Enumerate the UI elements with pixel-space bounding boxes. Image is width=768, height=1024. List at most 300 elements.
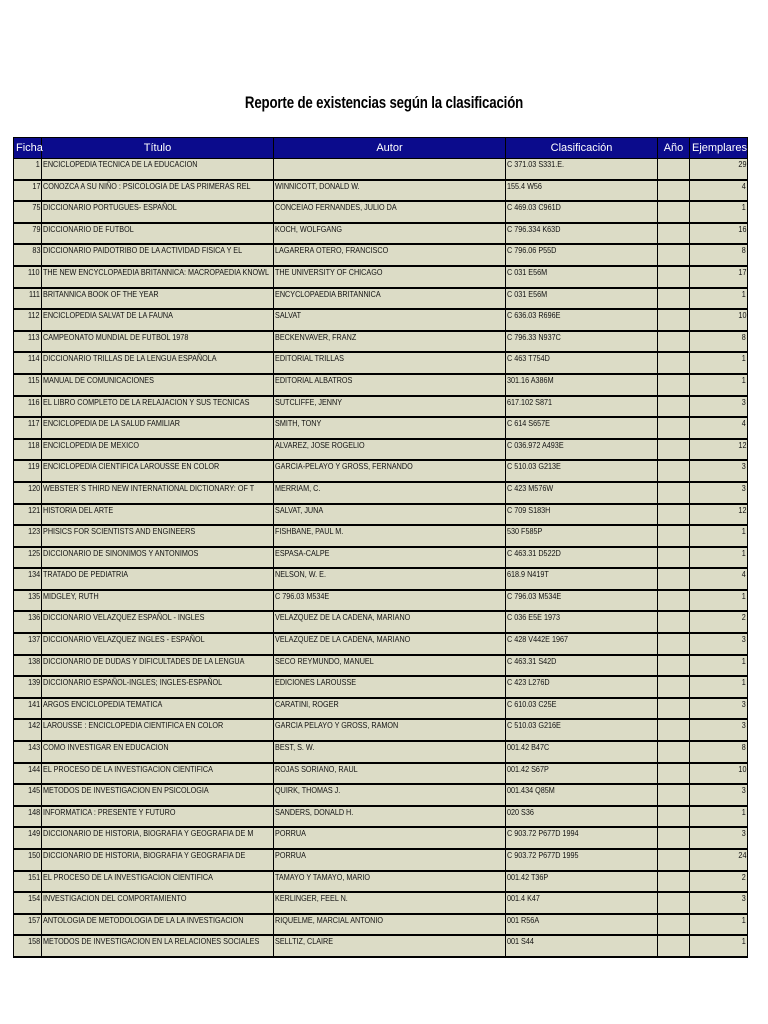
cell-clasificacion-text: C 796.33 N937C xyxy=(507,331,561,342)
cell-titulo-text: EL PROCESO DE LA INVESTIGACION CIENTIFICA xyxy=(43,871,213,882)
cell-ficha xyxy=(14,309,42,331)
inventory-table xyxy=(13,137,748,958)
cell-anio xyxy=(658,633,690,655)
cell-clasificacion xyxy=(506,288,658,310)
cell-ficha-text: 135 xyxy=(27,590,40,601)
cell-ficha xyxy=(14,159,42,180)
cell-autor xyxy=(274,784,506,806)
cell-ejemplares xyxy=(690,180,748,202)
cell-autor xyxy=(274,244,506,266)
cell-ejemplares-text: 1 xyxy=(741,526,746,537)
cell-anio xyxy=(658,590,690,612)
cell-ficha-text: 115 xyxy=(28,374,40,385)
cell-ficha xyxy=(14,849,42,871)
cell-autor-text: SMITH, TONY xyxy=(275,418,322,429)
cell-ejemplares-text: 4 xyxy=(741,569,746,580)
cell-ficha-text: 154 xyxy=(27,893,40,904)
cell-clasificacion-text: 617.102 S871 xyxy=(507,396,553,407)
cell-titulo xyxy=(42,763,274,785)
cell-autor-text: VELAZQUEZ DE LA CADENA, MARIANO xyxy=(275,612,411,623)
cell-titulo-text: ARGOS ENCICLOPEDIA TEMATICA xyxy=(43,698,163,709)
table-row xyxy=(14,482,748,504)
cell-titulo-text: EL PROCESO DE LA INVESTIGACION CIENTIFICA xyxy=(43,763,213,774)
cell-ejemplares-text: 12 xyxy=(737,504,746,515)
cell-ficha xyxy=(14,223,42,245)
cell-anio xyxy=(658,935,690,957)
cell-ejemplares-text: 24 xyxy=(737,850,746,860)
cell-anio xyxy=(658,504,690,526)
cell-clasificacion xyxy=(506,784,658,806)
cell-ejemplares xyxy=(690,676,748,698)
cell-titulo-text: COMO INVESTIGAR EN EDUCACION xyxy=(43,742,169,753)
cell-clasificacion-text: 618.9 N419T xyxy=(507,569,549,580)
cell-titulo xyxy=(42,159,274,180)
cell-ejemplares-text: 8 xyxy=(741,331,746,342)
cell-anio xyxy=(658,827,690,849)
cell-ejemplares xyxy=(690,741,748,763)
cell-ficha xyxy=(14,331,42,353)
cell-ficha xyxy=(14,439,42,461)
cell-titulo xyxy=(42,309,274,331)
cell-ejemplares-text: 3 xyxy=(741,461,746,472)
cell-autor xyxy=(274,309,506,331)
cell-titulo-text: TRATADO DE PEDIATRIA xyxy=(43,569,129,580)
cell-clasificacion xyxy=(506,244,658,266)
cell-autor xyxy=(274,460,506,482)
cell-titulo xyxy=(42,352,274,374)
cell-ficha xyxy=(14,352,42,374)
cell-ejemplares xyxy=(690,159,748,180)
table-row xyxy=(14,849,748,871)
cell-titulo-text: DICCIONARIO DE HISTORIA, BIOGRAFIA Y GEOGRAFIA DE xyxy=(43,850,246,860)
cell-anio xyxy=(658,676,690,698)
cell-ficha-text: 125 xyxy=(27,547,40,558)
cell-ficha xyxy=(14,676,42,698)
cell-autor xyxy=(274,417,506,439)
cell-autor-text: MERRIAM, C. xyxy=(275,482,321,493)
cell-clasificacion xyxy=(506,525,658,547)
cell-ficha-text: 117 xyxy=(28,418,40,429)
cell-ficha xyxy=(14,741,42,763)
cell-anio xyxy=(658,525,690,547)
cell-ejemplares-text: 1 xyxy=(741,353,746,364)
cell-clasificacion-text: C 031 E56M xyxy=(507,266,548,277)
table-row xyxy=(14,504,748,526)
cell-titulo xyxy=(42,525,274,547)
cell-clasificacion xyxy=(506,568,658,590)
cell-titulo xyxy=(42,201,274,223)
cell-autor-text: CARATINI, ROGER xyxy=(275,698,339,709)
cell-ejemplares-text: 1 xyxy=(741,288,746,299)
table-row xyxy=(14,914,748,936)
cell-autor xyxy=(274,439,506,461)
cell-clasificacion xyxy=(506,482,658,504)
cell-titulo-text: CONOZCA A SU NIÑO : PSICOLOGIA DE LAS PRIMERAS REL xyxy=(43,180,251,191)
cell-autor-text: ENCYCLOPAEDIA BRITANNICA xyxy=(275,288,381,299)
cell-anio xyxy=(658,223,690,245)
cell-titulo xyxy=(42,439,274,461)
cell-titulo-text: DICCIONARIO PAIDOTRIBO DE LA ACTIVIDAD FISICA Y EL xyxy=(43,245,243,256)
cell-ficha-text: 149 xyxy=(27,828,40,839)
table-row xyxy=(14,806,748,828)
cell-ficha-text: 119 xyxy=(28,461,40,472)
cell-titulo-text: DICCIONARIO DE HISTORIA, BIOGRAFIA Y GEOGRAFIA DE M xyxy=(43,828,254,839)
cell-titulo xyxy=(42,590,274,612)
cell-titulo-text: LAROUSSE : ENCICLOPEDIA CIENTIFICA EN COLOR xyxy=(43,720,224,731)
cell-ficha-text: 17 xyxy=(31,180,40,191)
cell-clasificacion-text: C 614 S657E xyxy=(507,418,550,429)
cell-ficha-text: 144 xyxy=(27,763,40,774)
cell-anio xyxy=(658,159,690,180)
cell-clasificacion-text: C 036 E5E 1973 xyxy=(507,612,561,623)
cell-ejemplares-text: 29 xyxy=(737,159,746,169)
cell-clasificacion-text: 001.42 B47C xyxy=(507,742,550,753)
cell-titulo-text: ENCICLOPEDIA DE LA SALUD FAMILIAR xyxy=(43,418,180,429)
cell-ejemplares xyxy=(690,935,748,957)
cell-ejemplares-text: 4 xyxy=(741,180,746,191)
cell-ficha-text: 138 xyxy=(27,655,40,666)
cell-autor xyxy=(274,504,506,526)
table-row xyxy=(14,590,748,612)
cell-ejemplares xyxy=(690,633,748,655)
cell-clasificacion xyxy=(506,849,658,871)
cell-autor-text: EDITORIAL ALBATROS xyxy=(275,374,353,385)
table-row xyxy=(14,719,748,741)
cell-autor-text: QUIRK, THOMAS J. xyxy=(275,785,341,796)
cell-clasificacion xyxy=(506,309,658,331)
table-row xyxy=(14,935,748,957)
table-body xyxy=(14,159,748,957)
cell-titulo xyxy=(42,266,274,288)
cell-anio xyxy=(658,288,690,310)
cell-anio xyxy=(658,180,690,202)
cell-autor xyxy=(274,655,506,677)
cell-autor-text: SANDERS, DONALD H. xyxy=(275,806,354,817)
cell-ejemplares-text: 1 xyxy=(741,677,746,688)
cell-autor xyxy=(274,266,506,288)
cell-ejemplares-text: 3 xyxy=(741,698,746,709)
cell-ejemplares xyxy=(690,871,748,893)
cell-ejemplares xyxy=(690,568,748,590)
cell-ficha-text: 123 xyxy=(27,526,40,537)
cell-ejemplares-text: 10 xyxy=(737,310,746,321)
cell-ejemplares xyxy=(690,396,748,418)
cell-ficha xyxy=(14,914,42,936)
cell-ficha xyxy=(14,374,42,396)
table-row xyxy=(14,655,748,677)
cell-ejemplares-text: 1 xyxy=(741,914,746,925)
cell-ejemplares-text: 16 xyxy=(737,223,746,234)
cell-ejemplares xyxy=(690,439,748,461)
cell-titulo xyxy=(42,849,274,871)
table-header-row xyxy=(14,138,748,159)
cell-clasificacion-text: C 423 M576W xyxy=(507,482,554,493)
cell-ficha-text: 158 xyxy=(27,936,40,947)
cell-clasificacion-text: 001.434 Q85M xyxy=(507,785,555,796)
cell-clasificacion xyxy=(506,374,658,396)
cell-clasificacion-text: C 796.334 K63D xyxy=(507,223,561,234)
cell-ejemplares-text: 17 xyxy=(737,266,746,277)
cell-ficha-text: 120 xyxy=(27,482,40,493)
cell-ficha-text: 116 xyxy=(28,396,40,407)
cell-titulo xyxy=(42,374,274,396)
cell-clasificacion xyxy=(506,504,658,526)
cell-ficha xyxy=(14,698,42,720)
cell-clasificacion xyxy=(506,676,658,698)
cell-ejemplares-text: 1 xyxy=(741,202,746,213)
cell-clasificacion xyxy=(506,223,658,245)
cell-clasificacion-text: C 463 T754D xyxy=(507,353,550,364)
cell-ficha xyxy=(14,892,42,914)
cell-autor xyxy=(274,698,506,720)
cell-autor-text: SUTCLIFFE, JENNY xyxy=(275,396,343,407)
cell-clasificacion xyxy=(506,201,658,223)
cell-clasificacion xyxy=(506,719,658,741)
cell-autor-text: ALVAREZ, JOSE ROGELIO xyxy=(275,439,365,450)
cell-anio xyxy=(658,568,690,590)
cell-autor-text: PORRUA xyxy=(275,828,306,839)
cell-autor xyxy=(274,223,506,245)
table-row xyxy=(14,633,748,655)
cell-ejemplares xyxy=(690,525,748,547)
cell-ficha-text: 110 xyxy=(28,266,40,277)
cell-ficha-text: 157 xyxy=(27,914,40,925)
column-header-autor: Autor xyxy=(274,138,506,159)
table-row xyxy=(14,223,748,245)
table-row xyxy=(14,763,748,785)
cell-ficha-text: 139 xyxy=(27,677,40,688)
cell-ejemplares-text: 3 xyxy=(741,720,746,731)
cell-clasificacion-text: 001.4 K47 xyxy=(507,893,540,904)
cell-ficha xyxy=(14,827,42,849)
cell-ficha xyxy=(14,590,42,612)
cell-anio xyxy=(658,914,690,936)
cell-autor xyxy=(274,396,506,418)
cell-ficha-text: 111 xyxy=(29,288,40,299)
cell-ejemplares-text: 3 xyxy=(741,893,746,904)
table-row xyxy=(14,417,748,439)
cell-ficha xyxy=(14,935,42,957)
cell-autor xyxy=(274,482,506,504)
cell-titulo-text: ENCICLOPEDIA TECNICA DE LA EDUCACION xyxy=(43,159,198,169)
cell-anio xyxy=(658,763,690,785)
cell-anio xyxy=(658,266,690,288)
cell-autor xyxy=(274,719,506,741)
cell-ejemplares xyxy=(690,655,748,677)
cell-ejemplares xyxy=(690,806,748,828)
cell-anio xyxy=(658,611,690,633)
column-header-titulo: Título xyxy=(42,138,274,159)
cell-titulo xyxy=(42,244,274,266)
cell-anio xyxy=(658,698,690,720)
cell-titulo-text: DICCIONARIO TRILLAS DE LA LENGUA ESPAÑOLA xyxy=(43,353,217,364)
cell-titulo-text: WEBSTER´S THIRD NEW INTERNATIONAL DICTIONARY: OF T xyxy=(43,482,255,493)
cell-ejemplares xyxy=(690,352,748,374)
cell-ejemplares xyxy=(690,849,748,871)
cell-ficha-text: 145 xyxy=(27,785,40,796)
report-title: Reporte de existencias según la clasificación xyxy=(244,93,524,112)
cell-ejemplares xyxy=(690,547,748,569)
cell-autor-text: ESPASA-CALPE xyxy=(275,547,330,558)
cell-ficha xyxy=(14,611,42,633)
table-row xyxy=(14,352,748,374)
cell-clasificacion xyxy=(506,396,658,418)
cell-ficha-text: 142 xyxy=(27,720,40,731)
cell-ficha-text: 137 xyxy=(27,634,40,645)
cell-ficha xyxy=(14,784,42,806)
cell-autor xyxy=(274,525,506,547)
column-header-ejemplares: Ejemplares xyxy=(690,138,748,159)
cell-ejemplares-text: 8 xyxy=(741,742,746,753)
cell-ficha-text: 121 xyxy=(27,504,40,515)
cell-ejemplares xyxy=(690,698,748,720)
cell-titulo xyxy=(42,396,274,418)
cell-ejemplares-text: 2 xyxy=(741,871,746,882)
table-row xyxy=(14,201,748,223)
table-row xyxy=(14,460,748,482)
column-header-anio: Año xyxy=(658,138,690,159)
cell-autor xyxy=(274,676,506,698)
cell-ejemplares xyxy=(690,827,748,849)
cell-ejemplares xyxy=(690,504,748,526)
cell-clasificacion-text: C 796.06 P55D xyxy=(507,245,557,256)
cell-clasificacion xyxy=(506,460,658,482)
cell-clasificacion xyxy=(506,827,658,849)
cell-titulo xyxy=(42,223,274,245)
cell-titulo xyxy=(42,331,274,353)
cell-autor xyxy=(274,180,506,202)
cell-ficha-text: 75 xyxy=(31,202,40,213)
cell-autor xyxy=(274,201,506,223)
cell-autor-text: BEST, S. W. xyxy=(275,742,315,753)
cell-autor xyxy=(274,352,506,374)
cell-clasificacion-text: 155.4 W56 xyxy=(507,180,542,191)
cell-clasificacion-text: C 636.03 R696E xyxy=(507,310,561,321)
cell-titulo xyxy=(42,719,274,741)
cell-autor-text: LAGARERA OTERO, FRANCISCO xyxy=(275,245,389,256)
cell-clasificacion-text: 301.16 A386M xyxy=(507,374,554,385)
cell-anio xyxy=(658,460,690,482)
cell-clasificacion xyxy=(506,741,658,763)
cell-titulo-text: DICCIONARIO ESPAÑOL-INGLES; INGLES-ESPAÑOL xyxy=(43,677,223,688)
table-row xyxy=(14,741,748,763)
cell-ficha-text: 141 xyxy=(27,698,40,709)
table-row xyxy=(14,374,748,396)
cell-ficha xyxy=(14,482,42,504)
cell-ejemplares xyxy=(690,460,748,482)
cell-ficha xyxy=(14,504,42,526)
cell-titulo xyxy=(42,180,274,202)
cell-titulo xyxy=(42,935,274,957)
cell-autor xyxy=(274,331,506,353)
cell-titulo xyxy=(42,460,274,482)
cell-autor-text: KOCH, WOLFGANG xyxy=(275,223,343,234)
cell-ficha-text: 148 xyxy=(27,806,40,817)
table-row xyxy=(14,439,748,461)
cell-ficha xyxy=(14,633,42,655)
cell-titulo-text: METODOS DE INVESTIGACION EN LA RELACIONES SOCIALES xyxy=(43,936,260,947)
cell-anio xyxy=(658,309,690,331)
cell-ficha xyxy=(14,568,42,590)
cell-clasificacion xyxy=(506,763,658,785)
cell-autor-text: NELSON, W. E. xyxy=(275,569,326,580)
cell-autor-text: SALVAT, JUNA xyxy=(275,504,324,515)
cell-ficha-text: 79 xyxy=(31,223,40,234)
cell-titulo-text: CAMPEONATO MUNDIAL DE FUTBOL 1978 xyxy=(43,331,189,342)
table-row xyxy=(14,288,748,310)
cell-ejemplares xyxy=(690,223,748,245)
cell-clasificacion xyxy=(506,914,658,936)
cell-autor-text: KERLINGER, FEEL N. xyxy=(275,893,348,904)
cell-ficha xyxy=(14,180,42,202)
cell-clasificacion-text: C 610.03 C25E xyxy=(507,698,557,709)
cell-ficha-text: 136 xyxy=(27,612,40,623)
cell-clasificacion xyxy=(506,806,658,828)
cell-autor xyxy=(274,892,506,914)
cell-titulo-text: DICCIONARIO PORTUGUES- ESPAÑOL xyxy=(43,202,177,213)
cell-titulo-text: INVESTIGACION DEL COMPORTAMIENTO xyxy=(43,893,187,904)
table-row xyxy=(14,331,748,353)
cell-ejemplares-text: 1 xyxy=(741,936,746,947)
table-row xyxy=(14,892,748,914)
cell-ejemplares-text: 10 xyxy=(737,763,746,774)
cell-clasificacion xyxy=(506,892,658,914)
cell-anio xyxy=(658,741,690,763)
cell-titulo xyxy=(42,568,274,590)
cell-clasificacion xyxy=(506,611,658,633)
cell-autor xyxy=(274,935,506,957)
cell-ficha xyxy=(14,871,42,893)
cell-ejemplares xyxy=(690,611,748,633)
cell-clasificacion xyxy=(506,180,658,202)
cell-clasificacion-text: C 423 L276D xyxy=(507,677,550,688)
cell-clasificacion-text: C 463.31 D522D xyxy=(507,547,561,558)
cell-titulo xyxy=(42,633,274,655)
cell-clasificacion xyxy=(506,417,658,439)
cell-anio xyxy=(658,547,690,569)
cell-ejemplares-text: 4 xyxy=(741,418,746,429)
cell-clasificacion xyxy=(506,871,658,893)
cell-ficha xyxy=(14,763,42,785)
cell-clasificacion xyxy=(506,698,658,720)
cell-clasificacion-text: 001.42 S67P xyxy=(507,763,549,774)
cell-clasificacion xyxy=(506,159,658,180)
cell-autor xyxy=(274,633,506,655)
cell-titulo-text: DICCIONARIO DE FUTBOL xyxy=(43,223,134,234)
table-row xyxy=(14,525,748,547)
table-row xyxy=(14,827,748,849)
cell-autor-text: EDICIONES LAROUSSE xyxy=(275,677,357,688)
cell-autor-text: BECKENVAVER, FRANZ xyxy=(275,331,357,342)
cell-ejemplares-text: 3 xyxy=(741,828,746,839)
cell-autor xyxy=(274,763,506,785)
cell-ejemplares-text: 3 xyxy=(741,785,746,796)
cell-titulo-text: MANUAL DE COMUNICACIONES xyxy=(43,374,154,385)
cell-ejemplares-text: 1 xyxy=(741,655,746,666)
cell-autor xyxy=(274,374,506,396)
cell-clasificacion xyxy=(506,655,658,677)
cell-ejemplares xyxy=(690,482,748,504)
cell-autor-text: C 796.03 M534E xyxy=(275,590,330,601)
cell-ejemplares-text: 3 xyxy=(741,634,746,645)
cell-anio xyxy=(658,417,690,439)
cell-titulo xyxy=(42,547,274,569)
cell-ficha-text: 113 xyxy=(28,331,40,342)
cell-titulo xyxy=(42,482,274,504)
cell-titulo-text: DICCIONARIO DE DUDAS Y DIFICULTADES DE LA LENGUA xyxy=(43,655,245,666)
cell-ejemplares-text: 2 xyxy=(741,612,746,623)
cell-anio xyxy=(658,244,690,266)
